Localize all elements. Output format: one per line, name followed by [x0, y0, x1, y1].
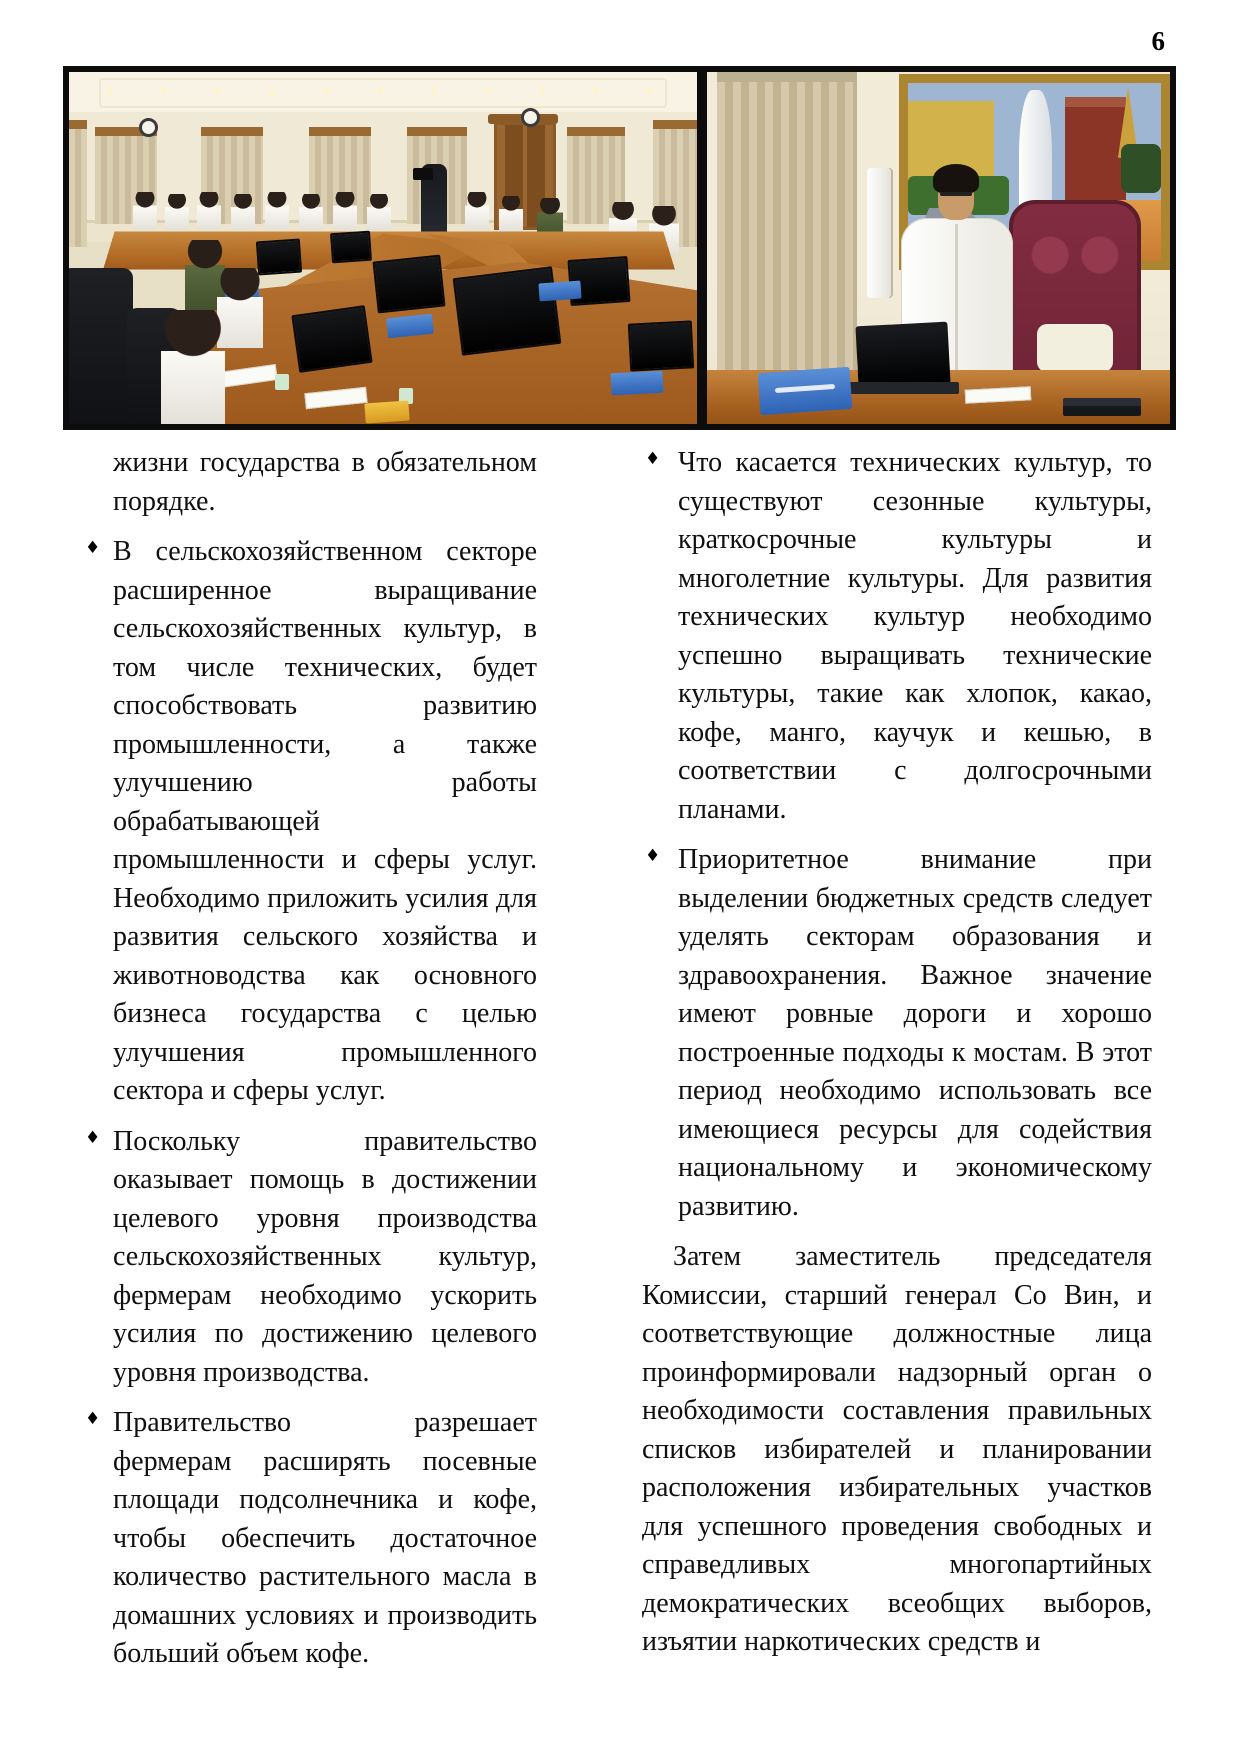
page-number: 6: [1151, 26, 1165, 56]
attendee: [499, 196, 523, 232]
monitor: [330, 231, 372, 264]
photo-divider: [697, 72, 707, 424]
attendee: [133, 192, 157, 230]
general-hair: [933, 164, 979, 194]
attendee: [333, 192, 357, 230]
photo-frame: [63, 66, 1176, 430]
attendee: [265, 192, 289, 230]
attendee: [165, 194, 189, 230]
monitor: [372, 255, 445, 314]
window-curtain: [69, 120, 87, 247]
painting-trees: [1121, 144, 1161, 194]
bullet-paragraph: [642, 841, 1152, 1226]
paragraph-text: Приоритетное внимание при выделении бюджетных средств следует уделять секторам образования и здравоохранения. Важное значение имеют ровные дороги и хорошо построенные подходы к мостам. В этот период необходимо использовать все имеющиеся ресурсы для содействия национальному и экономическому развитию.: [678, 844, 1152, 1222]
monitor: [628, 320, 694, 371]
attendee: [465, 192, 489, 230]
senior-general-photo: [707, 72, 1170, 424]
body-paragraph: [642, 1238, 1152, 1662]
attendee: [367, 194, 391, 230]
bullet-diamond-icon: ♦: [645, 449, 661, 469]
bullet-diamond-icon: ♦: [85, 1127, 101, 1148]
bullet-diamond-icon: ♦: [85, 538, 101, 558]
paragraph-text: Правительство разрешает фермерам расширять посевные площади подсолнечника и кофе, чтобы обеспечить достаточное количество растительного масла в домашних условиях и производить больший объем кофе.: [113, 1407, 537, 1669]
name-placard: [538, 281, 581, 302]
glasses: [940, 192, 972, 196]
meeting-room-photo: [69, 72, 697, 424]
paragraph-text: Затем заместитель председателя Комиссии, старший генерал Со Вин, и соответствующие должностные лица проинформировали надзорный орган о необходимости составления правильных списков избирателей и планировании расположения избирательных участков для успешного проведения свободных и справедливых многопартийных демократических всеобщих выборов, изъятии наркотических средств и: [642, 1241, 1152, 1657]
bullet-paragraph: [82, 533, 537, 1111]
paragraph-continuation: [82, 444, 537, 521]
bullet-paragraph: [82, 1123, 537, 1393]
attendee: [299, 194, 323, 230]
paragraph-text: В сельскохозяйственном секторе расширенное выращивание сельскохозяйственных культур, в том числе технических, будет способствовать развитию промышленности, а также улучшению работы обрабатывающей промышленности и сферы услуг. Необходимо приложить усилия для развития сельского хозяйства и животноводства как основного бизнеса государства с целью улучшения промышленного сектора и сферы услуг.: [113, 536, 537, 1106]
monitor: [256, 239, 302, 276]
bullet-paragraph: [642, 444, 1152, 829]
laptop-screen: [855, 322, 950, 389]
attendee: [197, 192, 221, 230]
window-curtain: [717, 72, 857, 412]
office-chair: [69, 268, 133, 424]
wall-clock: [521, 108, 540, 127]
white-banner: [867, 168, 891, 298]
left-column: [82, 444, 537, 1686]
bullet-paragraph: [82, 1404, 537, 1674]
attendee: [231, 194, 255, 230]
official-seated: [161, 310, 225, 424]
name-placard: [610, 371, 663, 396]
laptop-base: [847, 382, 959, 394]
paragraph-text: жизни государства в обязательном порядке.: [113, 447, 537, 517]
paragraph-text: Что касается технических культур, то существуют сезонные культуры, краткосрочные культуры и многолетние культуры. Для развития технических культур необходимо успешно выращивать технические культуры, такие как хлопок, какао, кофе, манго, каучук и кешью, в соответствии с долгосрочными планами.: [678, 447, 1152, 825]
right-column: [642, 444, 1152, 1674]
tea-cup: [275, 374, 289, 390]
bullet-diamond-icon: ♦: [645, 846, 661, 866]
ceiling-cove: [99, 78, 667, 108]
painting-pagoda: [1065, 97, 1126, 204]
wall-clock: [139, 118, 158, 137]
monitor: [453, 266, 562, 356]
book-stack: [1063, 398, 1141, 416]
paragraph-text: Поскольку правительство оказывает помощь в достижении целевого уровня производства сельскохозяйственных культур, фермерам необходимо ускорить усилия по достижению целевого уровня производства.: [113, 1125, 537, 1388]
chair-pillow: [1037, 324, 1113, 372]
monitor: [291, 305, 372, 373]
bullet-diamond-icon: ♦: [85, 1409, 101, 1429]
video-camera: [413, 168, 433, 180]
snack-box: [364, 400, 409, 423]
jacket-placket: [955, 224, 958, 374]
